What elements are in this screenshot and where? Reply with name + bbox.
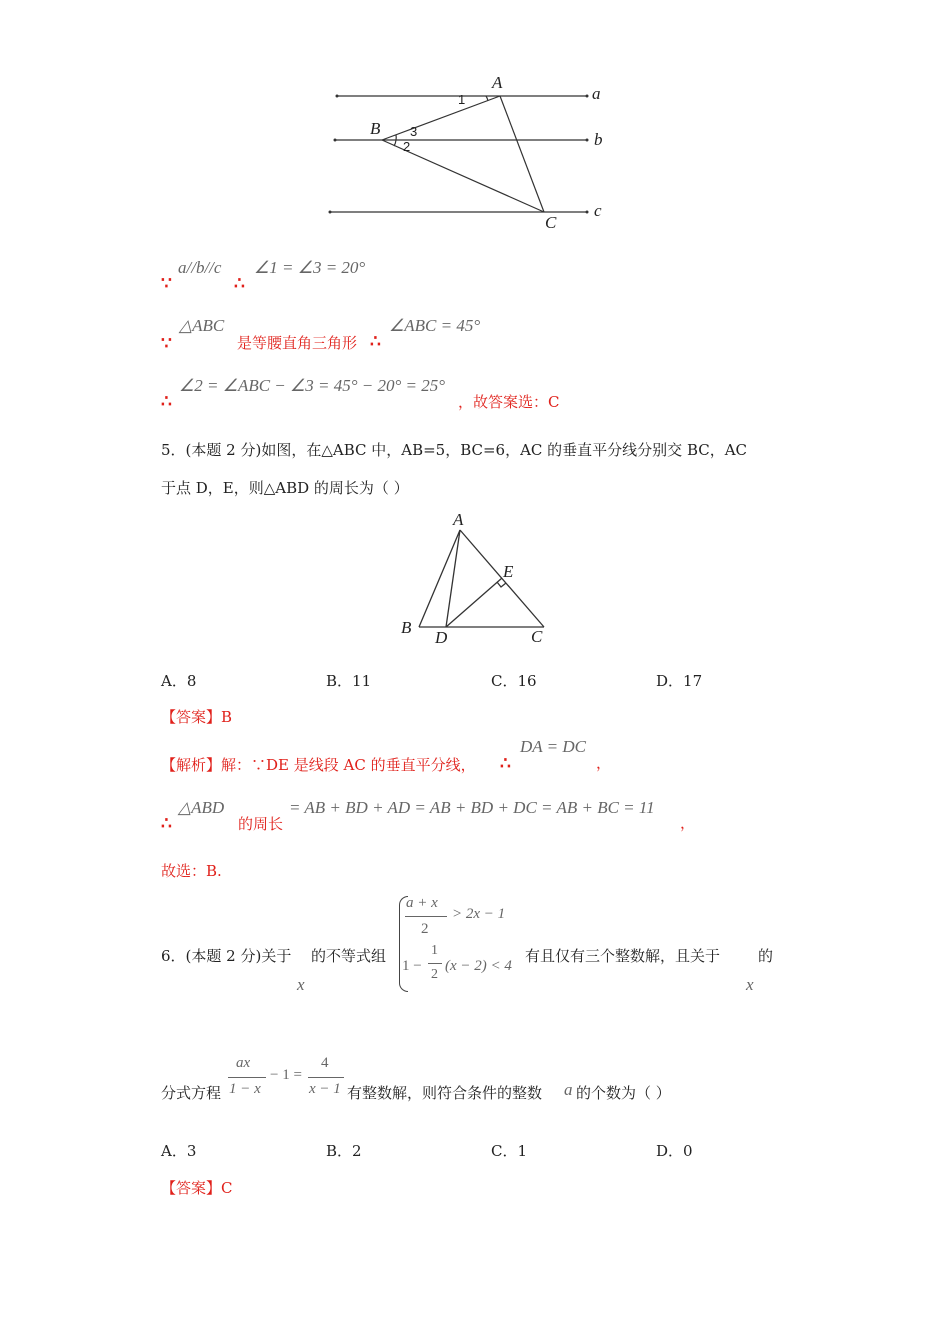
label-D: D: [435, 628, 448, 647]
minus-one-equals: − 1 =: [270, 1067, 302, 1083]
frac1-denominator: 1 − x: [229, 1081, 261, 1097]
q5-analysis-prefix: 【解析】解：∵DE 是线段 AC 的垂直平分线，: [161, 756, 476, 774]
label-angle-3: 3: [410, 124, 418, 139]
variable-a: a: [564, 1080, 573, 1099]
q6-suffix: 的: [758, 947, 774, 965]
frac2-bar: [308, 1077, 344, 1078]
segment-ab: [419, 530, 460, 627]
angle-equality: ∠1 = ∠3 = 20°: [254, 258, 366, 277]
q6-option-c: C．1: [491, 1142, 528, 1160]
therefore-symbol-q5: ∴: [500, 754, 511, 774]
label-A: A: [453, 510, 464, 529]
because-symbol-2: ∵: [161, 334, 172, 354]
q6-prefix: 6．(本题 2 分)关于: [161, 947, 292, 965]
variable-x-1: x: [297, 975, 305, 994]
label-line-b: b: [594, 130, 603, 149]
segment-ad: [446, 530, 460, 627]
q6-option-d: D．0: [656, 1142, 693, 1160]
ineq2-rest: (x − 2) < 4: [445, 958, 512, 974]
ineq1-numerator: a + x: [406, 895, 438, 911]
segment-de: [446, 578, 502, 627]
label-C: C: [531, 627, 543, 646]
q5-option-c: C．16: [491, 672, 537, 690]
q6-answer: 【答案】C: [161, 1179, 233, 1197]
perimeter-text: 的周长: [238, 815, 284, 833]
comma-2: ，: [680, 814, 696, 832]
ineq1-rest: > 2x − 1: [452, 906, 506, 922]
label-A: A: [492, 73, 503, 92]
angle-calculation: ∠2 = ∠ABC − ∠3 = 45° − 20° = 25°: [179, 376, 446, 395]
q5-option-a: A．8: [161, 672, 197, 690]
q6-option-a: A．3: [161, 1142, 197, 1160]
label-line-a: a: [592, 84, 601, 103]
ineq1-fraction-bar: [405, 916, 447, 917]
q6-eq-prefix: 分式方程: [161, 1084, 222, 1102]
q6-mid1: 的不等式组: [311, 947, 387, 965]
ineq1-denominator: 2: [421, 921, 429, 937]
parallel-expression: a//b//c: [178, 258, 222, 277]
label-C: C: [545, 213, 557, 232]
q5-text-line2: 于点 D，E，则△ABD 的周长为（ ）: [161, 479, 409, 497]
label-E: E: [503, 562, 514, 581]
perimeter-equation: = AB + BD + AD = AB + BD + DC = AB + BC = 11: [289, 798, 655, 817]
therefore-symbol: ∴: [234, 274, 245, 294]
variable-x-2: x: [746, 975, 754, 994]
angle-abc-45: ∠ABC = 45°: [389, 316, 481, 335]
q5-option-d: D．17: [656, 672, 703, 690]
label-line-c: c: [594, 201, 602, 220]
q6-eq-suffix-b: 的个数为（ ）: [576, 1084, 671, 1102]
da-equals-dc: DA = DC: [520, 737, 586, 756]
q5-choose: 故选：B.: [161, 862, 222, 880]
q5-option-b: B．11: [326, 672, 372, 690]
ineq2-numerator: 1: [431, 943, 438, 958]
q5-text-line1: 5．(本题 2 分)如图，在△ABC 中，AB=5，BC=6，AC 的垂直平分线分别交 BC，AC: [161, 441, 748, 459]
label-angle-2: 2: [403, 139, 411, 154]
ineq2-fraction-bar: [428, 963, 442, 964]
therefore-symbol-3: ∴: [161, 392, 172, 412]
triangle-abc-figure: [0, 0, 950, 660]
therefore-symbol-q5-2: ∴: [161, 814, 172, 834]
q5-answer: 【答案】B: [161, 708, 233, 726]
because-symbol: ∵: [161, 274, 172, 294]
triangle-abc: △ABC: [179, 316, 225, 335]
frac2-numerator: 4: [321, 1055, 329, 1071]
frac2-denominator: x − 1: [309, 1081, 341, 1097]
label-B: B: [401, 618, 412, 637]
ineq2-pre: 1 −: [402, 958, 422, 974]
triangle-abd: △ABD: [178, 798, 225, 817]
q6-mid2: 有且仅有三个整数解，且关于: [525, 947, 721, 965]
ineq2-denominator: 2: [431, 967, 438, 982]
comma-1: ，: [596, 754, 612, 772]
right-angle-mark: [497, 582, 506, 587]
frac1-numerator: ax: [236, 1055, 251, 1071]
q6-eq-suffix-a: 有整数解，则符合条件的整数: [347, 1084, 543, 1102]
therefore-symbol-2: ∴: [370, 332, 381, 352]
label-angle-1: 1: [458, 92, 466, 107]
q6-option-b: B．2: [326, 1142, 362, 1160]
label-B: B: [370, 119, 381, 138]
isosceles-text: 是等腰直角三角形: [237, 334, 358, 352]
answer-q4: ，故答案选：C: [458, 393, 560, 411]
frac1-bar: [228, 1077, 266, 1078]
